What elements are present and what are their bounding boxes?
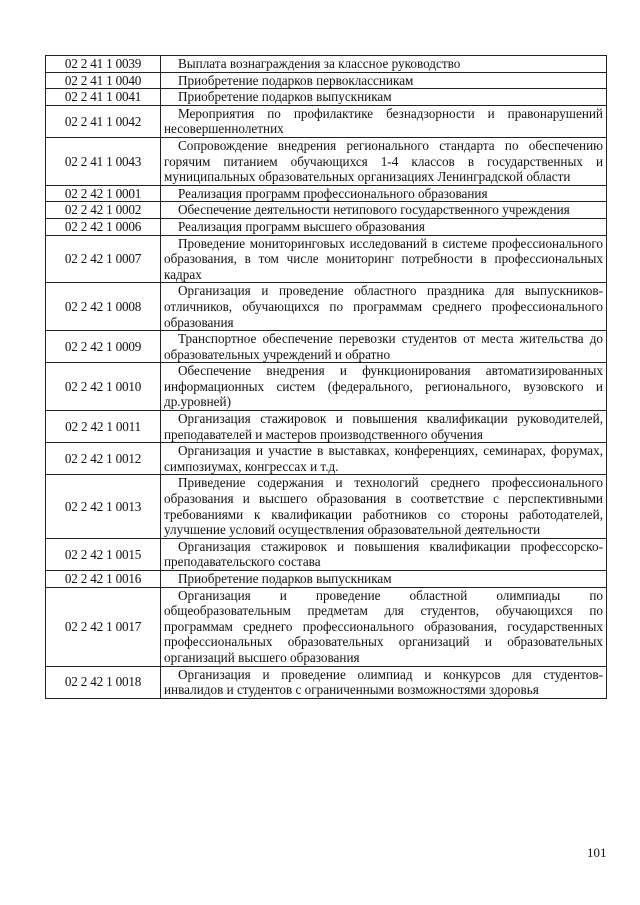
table-row [46,56,607,73]
row-description: Выплата вознаграждения за классное руководство [161,56,607,73]
table-row [46,331,607,363]
table-row [46,202,607,219]
row-code: 02 2 42 1 0010 [46,363,161,411]
table-row [46,137,607,185]
row-description: Организация и проведение областного праздника для выпускников-отличников, обучающихся по программам среднего профессионального образования [161,283,607,331]
row-code: 02 2 41 1 0041 [46,89,161,106]
table-row [46,411,607,443]
row-code: 02 2 42 1 0001 [46,185,161,202]
table-row [46,105,607,137]
budget-code-table [45,55,607,699]
table-row [46,218,607,235]
row-description: Сопровождение внедрения регионального стандарта по обеспечению горячим питанием обучающихся 1-4 классов в государственных и муниципальных образовательных организациях Ленинградской области [161,137,607,185]
row-description: Приведение содержания и технологий среднего профессионального образования и высшего образования в соответствие с перспективными требованиями к квалификации работников со стороны работодателей, улучшение условий осуществления образовательной деятельности [161,475,607,538]
row-description: Организация стажировок и повышения квалификации профессорско-преподавательского состава [161,538,607,570]
row-code: 02 2 41 1 0040 [46,72,161,89]
row-description: Приобретение подарков выпускникам [161,571,607,588]
row-description: Реализация программ профессионального образования [161,185,607,202]
table-row [46,72,607,89]
row-code: 02 2 42 1 0002 [46,202,161,219]
row-code: 02 2 42 1 0012 [46,443,161,475]
row-code: 02 2 41 1 0043 [46,137,161,185]
row-description: Проведение мониторинговых исследований в системе профессионального образования, в том числе мониторинг потребности в профессиональных кадрах [161,235,607,283]
row-description: Транспортное обеспечение перевозки студентов от места жительства до образовательных учреждений и обратно [161,331,607,363]
table-body [46,56,607,699]
row-description: Приобретение подарков первоклассникам [161,72,607,89]
row-code: 02 2 42 1 0007 [46,235,161,283]
table-row [46,475,607,538]
row-code: 02 2 41 1 0042 [46,105,161,137]
row-code: 02 2 42 1 0006 [46,218,161,235]
row-description: Организация и проведение олимпиад и конкурсов для студентов-инвалидов и студентов с ограниченными возможностями здоровья [161,666,607,698]
table-row [46,185,607,202]
row-description: Обеспечение внедрения и функционирования автоматизированных информационных систем (федерального, регионального, вузовского и др.уровней) [161,363,607,411]
table-row [46,89,607,106]
row-code: 02 2 42 1 0015 [46,538,161,570]
row-code: 02 2 42 1 0017 [46,587,161,666]
row-description: Приобретение подарков выпускникам [161,89,607,106]
row-code: 02 2 42 1 0016 [46,571,161,588]
row-description: Обеспечение деятельности нетипового государственного учреждения [161,202,607,219]
table-row [46,363,607,411]
page-number: 101 [587,845,607,860]
row-description: Организация и участие в выставках, конференциях, семинарах, форумах, симпозиумах, конгрессах и т.д. [161,443,607,475]
table-row [46,235,607,283]
row-description: Мероприятия по профилактике безнадзорности и правонарушений несовершеннолетних [161,105,607,137]
table-row [46,666,607,698]
table-row [46,283,607,331]
table-row [46,538,607,570]
row-description: Организация стажировок и повышения квалификации руководителей, преподавателей и мастеров производственного обучения [161,411,607,443]
row-description: Организация и проведение областной олимпиады по общеобразовательным предметам для студентов, обучающихся по программам среднего профессионального образования, государственных профессиональных образовательных организаций и образовательных организаций высшего образования [161,587,607,666]
row-description: Реализация программ высшего образования [161,218,607,235]
row-code: 02 2 42 1 0018 [46,666,161,698]
table-row [46,571,607,588]
table-row [46,443,607,475]
row-code: 02 2 41 1 0039 [46,56,161,73]
row-code: 02 2 42 1 0009 [46,331,161,363]
row-code: 02 2 42 1 0011 [46,411,161,443]
row-code: 02 2 42 1 0008 [46,283,161,331]
table-row [46,587,607,666]
row-code: 02 2 42 1 0013 [46,475,161,538]
